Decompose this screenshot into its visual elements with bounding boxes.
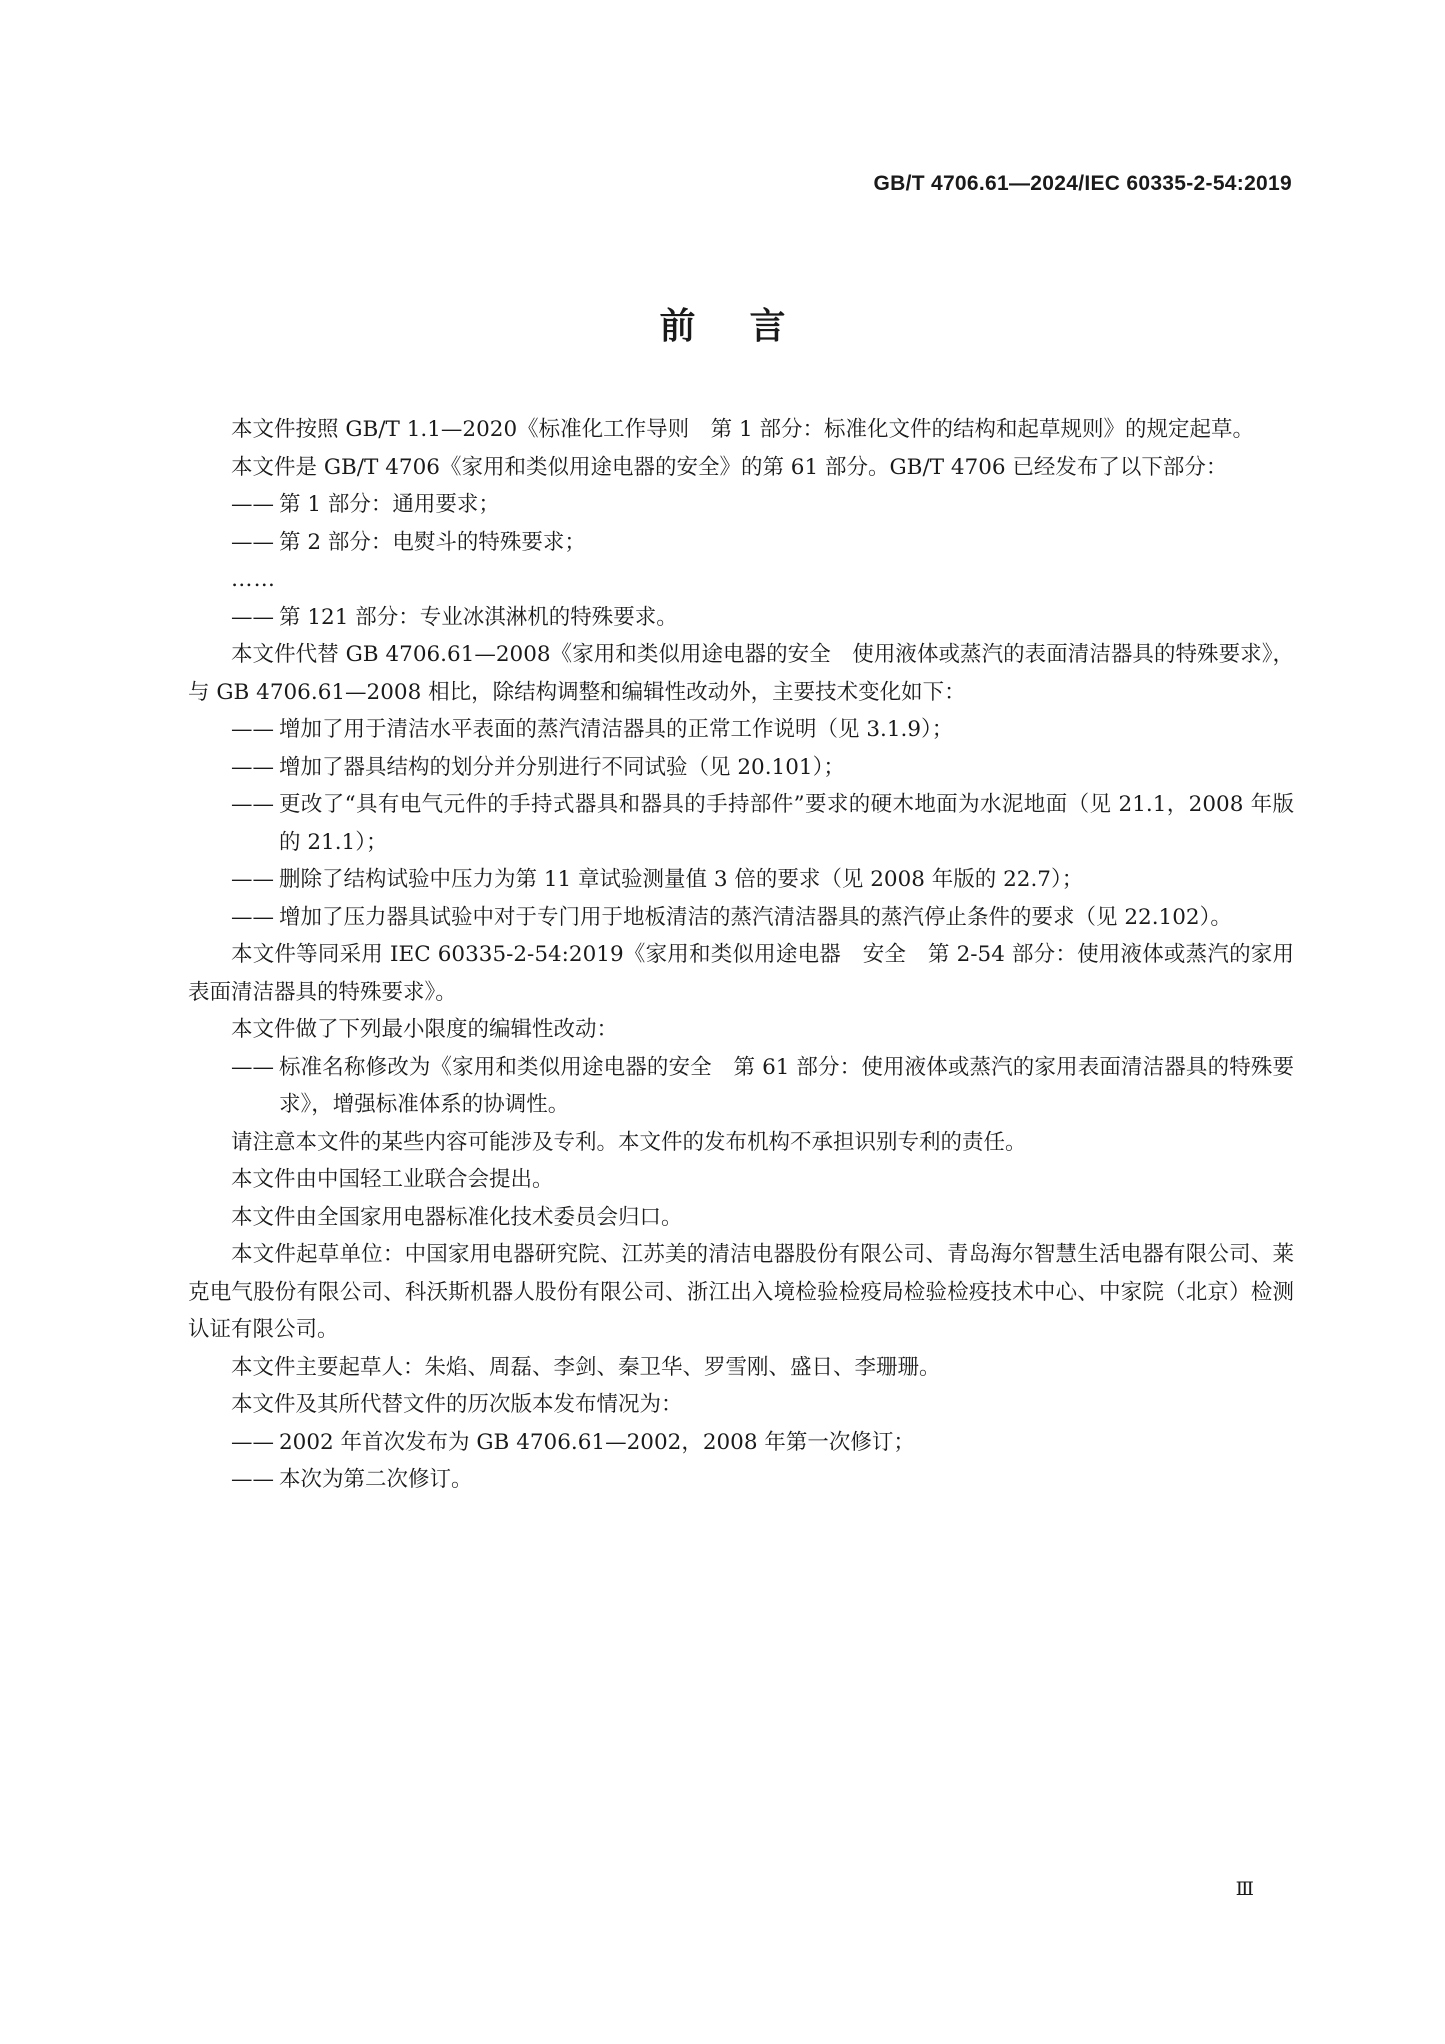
dash-list-item bbox=[188, 861, 1294, 899]
body-paragraph: 本文件等同采用 IEC 60335-2-54:2019《家用和类似用途电器 安全 第 2-54 部分：使用液体或蒸汽的家用表面清洁器具的特殊要求》。 bbox=[188, 942, 1294, 1005]
body-paragraph: 本文件是 GB/T 4706《家用和类似用途电器的安全》的第 61 部分。GB/T 4706 已经发布了以下部分： bbox=[231, 454, 1228, 480]
dash-list-item bbox=[188, 786, 1294, 861]
body-paragraph: 本文件做了下列最小限度的编辑性改动： bbox=[231, 1017, 619, 1042]
foreword-body bbox=[188, 411, 1294, 1499]
dash-list-item-text: 本次为第二次修订。 bbox=[279, 1467, 473, 1492]
dash-list-item-text: 标准名称修改为《家用和类似用途电器的安全 第 61 部分：使用液体或蒸汽的家用表面清洁器具的特殊要求》，增强标准体系的协调性。 bbox=[279, 1054, 1294, 1117]
list-ellipsis: …… bbox=[231, 567, 276, 592]
body-paragraph: 本文件由全国家用电器标准化技术委员会归口。 bbox=[231, 1204, 683, 1230]
dash-list-item-text: 增加了器具结构的划分并分别进行不同试验（见 20.101）； bbox=[279, 754, 845, 780]
dash-mark: —— bbox=[231, 1429, 274, 1455]
dash-list-item bbox=[188, 599, 1294, 637]
dash-list-item bbox=[188, 524, 1294, 562]
dash-list-item bbox=[188, 711, 1294, 749]
page-title: 前言 bbox=[659, 306, 840, 347]
body-paragraph: 本文件按照 GB/T 1.1—2020《标准化工作导则 第 1 部分：标准化文件的结构和起草规则》的规定起草。 bbox=[231, 417, 1254, 442]
dash-list-item-text: 更改了“具有电气元件的手持式器具和器具的手持部件”要求的硬木地面为水泥地面（见 21.1，2008 年版的 21.1）； bbox=[279, 792, 1294, 855]
dash-mark: —— bbox=[231, 492, 274, 517]
dash-list-item-text: 增加了压力器具试验中对于专门用于地板清洁的蒸汽清洁器具的蒸汽停止条件的要求（见 22.102）。 bbox=[279, 904, 1232, 930]
dash-mark: —— bbox=[231, 904, 274, 930]
body-paragraph: 请注意本文件的某些内容可能涉及专利。本文件的发布机构不承担识别专利的责任。 bbox=[231, 1129, 1027, 1155]
dash-list-item-text: 第 2 部分：电熨斗的特殊要求； bbox=[279, 529, 586, 555]
body-paragraph: 本文件主要起草人：朱焰、周磊、李剑、秦卫华、罗雪刚、盛日、李珊珊。 bbox=[231, 1354, 941, 1380]
document-code-header: GB/T 4706.61—2024/IEC 60335-2-54:2019 bbox=[873, 172, 1292, 195]
dash-list-item-text: 删除了结构试验中压力为第 11 章试验测量值 3 倍的要求（见 2008 年版的 22.7）； bbox=[279, 867, 1084, 892]
dash-mark: —— bbox=[231, 604, 274, 630]
dash-list-item bbox=[188, 486, 1294, 524]
dash-mark: —— bbox=[231, 754, 274, 780]
body-paragraph: 本文件代替 GB 4706.61—2008《家用和类似用途电器的安全 使用液体或蒸汽的表面清洁器具的特殊要求》，与 GB 4706.61—2008 相比，除结构调整和编辑性改动外，主要技术变化如下： bbox=[188, 642, 1294, 705]
dash-list-item-text: 第 1 部分：通用要求； bbox=[279, 492, 500, 517]
dash-mark: —— bbox=[231, 792, 274, 817]
page-number: Ⅲ bbox=[1235, 1878, 1254, 1900]
dash-list-item bbox=[188, 899, 1294, 937]
body-paragraph: 本文件由中国轻工业联合会提出。 bbox=[231, 1167, 554, 1192]
body-paragraph: 本文件起草单位：中国家用电器研究院、江苏美的清洁电器股份有限公司、青岛海尔智慧生活电器有限公司、莱克电气股份有限公司、科沃斯机器人股份有限公司、浙江出入境检验检疫局检验检疫技术中心、中家院（北京）检测认证有限公司。 bbox=[188, 1242, 1294, 1342]
dash-mark: —— bbox=[231, 529, 274, 555]
dash-list-item bbox=[188, 1424, 1294, 1462]
dash-list-item bbox=[188, 1049, 1294, 1124]
dash-list-item-text: 第 121 部分：专业冰淇淋机的特殊要求。 bbox=[279, 604, 678, 630]
dash-list-item bbox=[188, 749, 1294, 787]
dash-mark: —— bbox=[231, 1467, 274, 1492]
dash-list-item bbox=[188, 1461, 1294, 1499]
dash-list-item-text: 增加了用于清洁水平表面的蒸汽清洁器具的正常工作说明（见 3.1.9）； bbox=[279, 717, 954, 742]
body-paragraph: 本文件及其所代替文件的历次版本发布情况为： bbox=[231, 1392, 683, 1417]
dash-mark: —— bbox=[231, 867, 274, 892]
dash-list-item-text: 2002 年首次发布为 GB 4706.61—2002，2008 年第一次修订； bbox=[279, 1429, 915, 1455]
dash-mark: —— bbox=[231, 717, 274, 742]
dash-mark: —— bbox=[231, 1054, 274, 1080]
